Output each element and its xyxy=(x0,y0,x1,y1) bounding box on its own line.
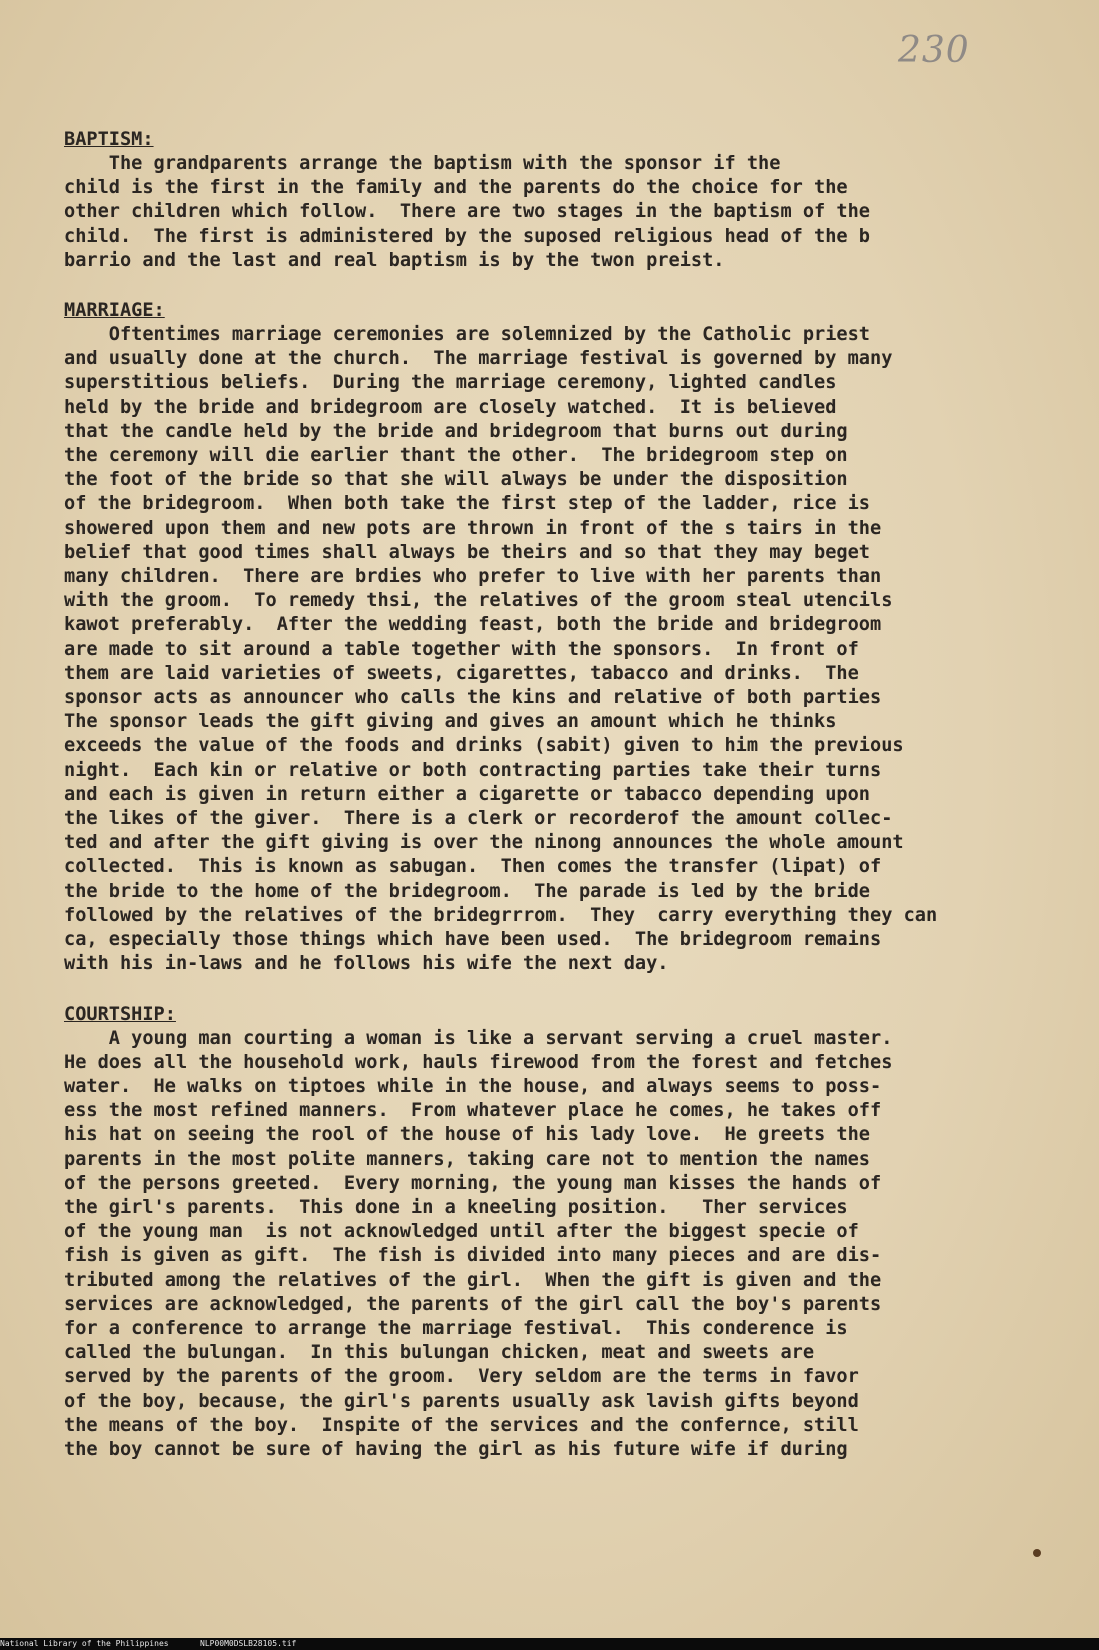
text-line: kawot preferably. After the wedding feast, both the bride and bridegroom xyxy=(64,614,882,636)
section-courtship xyxy=(64,1003,1044,1463)
text-line: ca, especially those things which have been used. The bridegroom remains xyxy=(64,929,882,951)
text-line: superstitious beliefs. During the marriage ceremony, lighted candles xyxy=(64,372,837,394)
text-line: the likes of the giver. There is a clerk or recorderof the amount collec- xyxy=(64,808,893,830)
text-line: are made to sit around a table together with the sponsors. In front of xyxy=(64,638,859,660)
text-line: ted and after the gift giving is over the ninong announces the whole amount xyxy=(64,832,904,854)
text-line: the means of the boy. Inspite of the services and the confernce, still xyxy=(64,1414,859,1436)
text-line: of the persons greeted. Every morning, the young man kisses the hands of xyxy=(64,1172,882,1194)
text-line: showered upon them and new pots are thrown in front of the s tairs in the xyxy=(64,517,882,539)
text-line: with his in-laws and he follows his wife the next day. xyxy=(64,953,669,975)
text-line: the girl's parents. This done in a kneeling position. Ther services xyxy=(64,1196,848,1218)
text-line: of the boy, because, the girl's parents usually ask lavish gifts beyond xyxy=(64,1390,859,1412)
text-line: sponsor acts as announcer who calls the kins and relative of both parties xyxy=(64,687,882,709)
text-line: the foot of the bride so that she will always be under the disposition xyxy=(64,469,848,491)
text-line: held by the bride and bridegroom are closely watched. It is believed xyxy=(64,396,837,418)
scan-footer xyxy=(0,1638,1099,1650)
text-line: of the bridegroom. When both take the first step of the ladder, rice is xyxy=(64,493,870,515)
text-line: The grandparents arrange the baptism with the sponsor if the xyxy=(64,153,781,174)
document-body xyxy=(64,128,1044,1488)
text-line: child is the first in the family and the parents do the choice for the xyxy=(64,177,848,199)
text-line: the bride to the home of the bridegroom. The parade is led by the bride xyxy=(64,880,870,902)
text-line: A young man courting a woman is like a servant serving a cruel master. xyxy=(64,1027,893,1049)
text-line: followed by the relatives of the bridegrrrom. They carry everything they can xyxy=(64,904,938,926)
text-line: The sponsor leads the gift giving and gives an amount which he thinks xyxy=(64,711,837,733)
text-line: belief that good times shall always be theirs and so that they may beget xyxy=(64,541,870,563)
section-heading: COURTSHIP: xyxy=(64,1003,176,1025)
section-heading: BAPTISM: xyxy=(64,129,154,150)
text-line: fish is given as gift. The fish is divided into many pieces and are dis- xyxy=(64,1245,882,1267)
text-line: night. Each kin or relative or both contracting parties take their turns xyxy=(64,759,882,781)
section-marriage xyxy=(64,299,1044,976)
text-line: served by the parents of the groom. Very seldom are the terms in favor xyxy=(64,1366,859,1388)
text-line: other children which follow. There are two stages in the baptism of the xyxy=(64,201,870,223)
text-line: his hat on seeing the rool of the house of his lady love. He greets the xyxy=(64,1124,870,1146)
ink-spot xyxy=(1033,1549,1041,1557)
file-id: NLP00M0DSLB28105.tif xyxy=(200,1639,297,1648)
text-line: exceeds the value of the foods and drinks (sabit) given to him the previous xyxy=(64,735,904,757)
text-line: water. He walks on tiptoes while in the house, and always seems to poss- xyxy=(64,1075,882,1097)
library-name: National Library of the Philippines xyxy=(0,1639,169,1648)
text-line: tributed among the relatives of the girl. When the gift is given and the xyxy=(64,1269,882,1291)
text-line: many children. There are brdies who prefer to live with her parents than xyxy=(64,566,882,588)
text-line: barrio and the last and real baptism is by the twon preist. xyxy=(64,249,725,271)
section-heading: MARRIAGE: xyxy=(64,300,165,322)
text-line: of the young man is not acknowledged until after the biggest specie of xyxy=(64,1221,859,1243)
text-line: He does all the household work, hauls firewood from the forest and fetches xyxy=(64,1051,893,1073)
text-line: services are acknowledged, the parents of the girl call the boy's parents xyxy=(64,1293,882,1315)
text-line: and usually done at the church. The marriage festival is governed by many xyxy=(64,348,893,370)
text-line: called the bulungan. In this bulungan chicken, meat and sweets are xyxy=(64,1342,815,1364)
section-baptism xyxy=(64,128,1044,273)
text-line: ess the most refined manners. From whatever place he comes, he takes off xyxy=(64,1100,882,1122)
text-line: parents in the most polite manners, taking care not to mention the names xyxy=(64,1148,870,1170)
text-line: child. The first is administered by the suposed religious head of the b xyxy=(64,225,870,247)
text-line: and each is given in return either a cigarette or tabacco depending upon xyxy=(64,783,870,805)
text-line: for a conference to arrange the marriage festival. This conderence is xyxy=(64,1317,848,1339)
text-line: the ceremony will die earlier thant the other. The bridegroom step on xyxy=(64,445,848,467)
text-line: collected. This is known as sabugan. Then comes the transfer (lipat) of xyxy=(64,856,882,878)
text-line: the boy cannot be sure of having the girl as his future wife if during xyxy=(64,1438,848,1460)
page-number: 230 xyxy=(898,30,970,71)
text-line: Oftentimes marriage ceremonies are solemnized by the Catholic priest xyxy=(64,324,870,346)
text-line: with the groom. To remedy thsi, the relatives of the groom steal utencils xyxy=(64,590,893,612)
text-line: them are laid varieties of sweets, cigarettes, tabacco and drinks. The xyxy=(64,662,859,684)
text-line: that the candle held by the bride and bridegroom that burns out during xyxy=(64,420,848,442)
